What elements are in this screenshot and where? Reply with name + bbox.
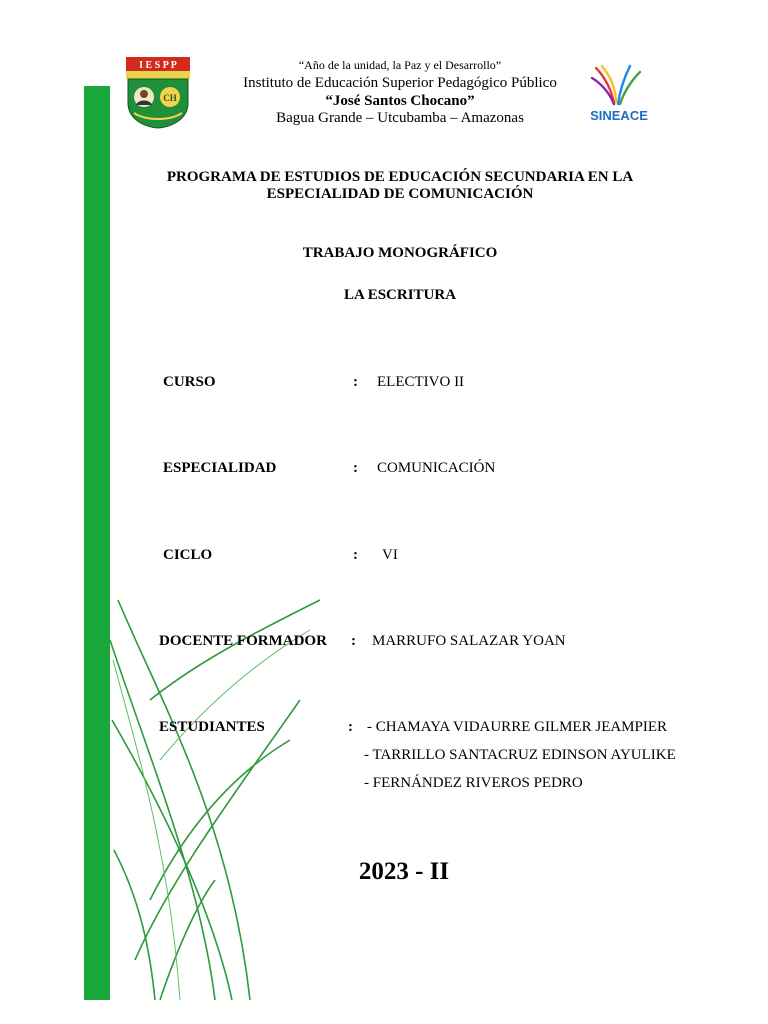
- student-2: - TARRILLO SANTACRUZ EDINSON AYULIKE: [364, 747, 676, 763]
- motto-text: “Año de la unidad, la Paz y el Desarrollo”: [298, 58, 502, 72]
- institute-title: “José Santos Chocano”: [325, 93, 475, 109]
- topic-title: LA ESCRITURA: [343, 287, 457, 303]
- especialidad-colon: :: [353, 460, 358, 476]
- curso-colon: :: [353, 374, 358, 390]
- svg-text:CH: CH: [163, 93, 177, 103]
- estudiantes-colon: :: [348, 719, 353, 735]
- program-line-1: PROGRAMA DE ESTUDIOS DE EDUCACIÓN SECUNDARIA EN LA: [166, 169, 634, 185]
- ciclo-value: VI: [382, 547, 398, 563]
- curso-label: CURSO: [163, 374, 216, 390]
- docente-value: MARRUFO SALAZAR YOAN: [372, 633, 566, 649]
- work-type: TRABAJO MONOGRÁFICO: [302, 245, 498, 261]
- academic-year: 2023 - II: [358, 858, 450, 885]
- ciclo-colon: :: [353, 547, 358, 563]
- sineace-label: SINEACE: [590, 108, 648, 123]
- estudiantes-label: ESTUDIANTES: [159, 719, 265, 735]
- iespp-crest-icon: [126, 57, 190, 129]
- curso-value: ELECTIVO II: [377, 374, 465, 390]
- especialidad-label: ESPECIALIDAD: [163, 460, 277, 476]
- docente-colon: :: [351, 633, 356, 649]
- student-3: - FERNÁNDEZ RIVEROS PEDRO: [364, 775, 583, 791]
- svg-text:I E S P P: I E S P P: [139, 60, 177, 71]
- ciclo-label: CICLO: [163, 547, 213, 563]
- especialidad-value: COMUNICACIÓN: [377, 460, 496, 476]
- sineace-logo: [578, 60, 660, 126]
- student-1: - CHAMAYA VIDAURRE GILMER JEAMPIER: [367, 719, 668, 735]
- docente-label: DOCENTE FORMADOR: [159, 633, 327, 649]
- institute-name: Instituto de Educación Superior Pedagógico Público: [243, 75, 557, 91]
- program-line-2: ESPECIALIDAD DE COMUNICACIÓN: [266, 186, 534, 202]
- institute-location: Bagua Grande – Utcubamba – Amazonas: [276, 110, 524, 126]
